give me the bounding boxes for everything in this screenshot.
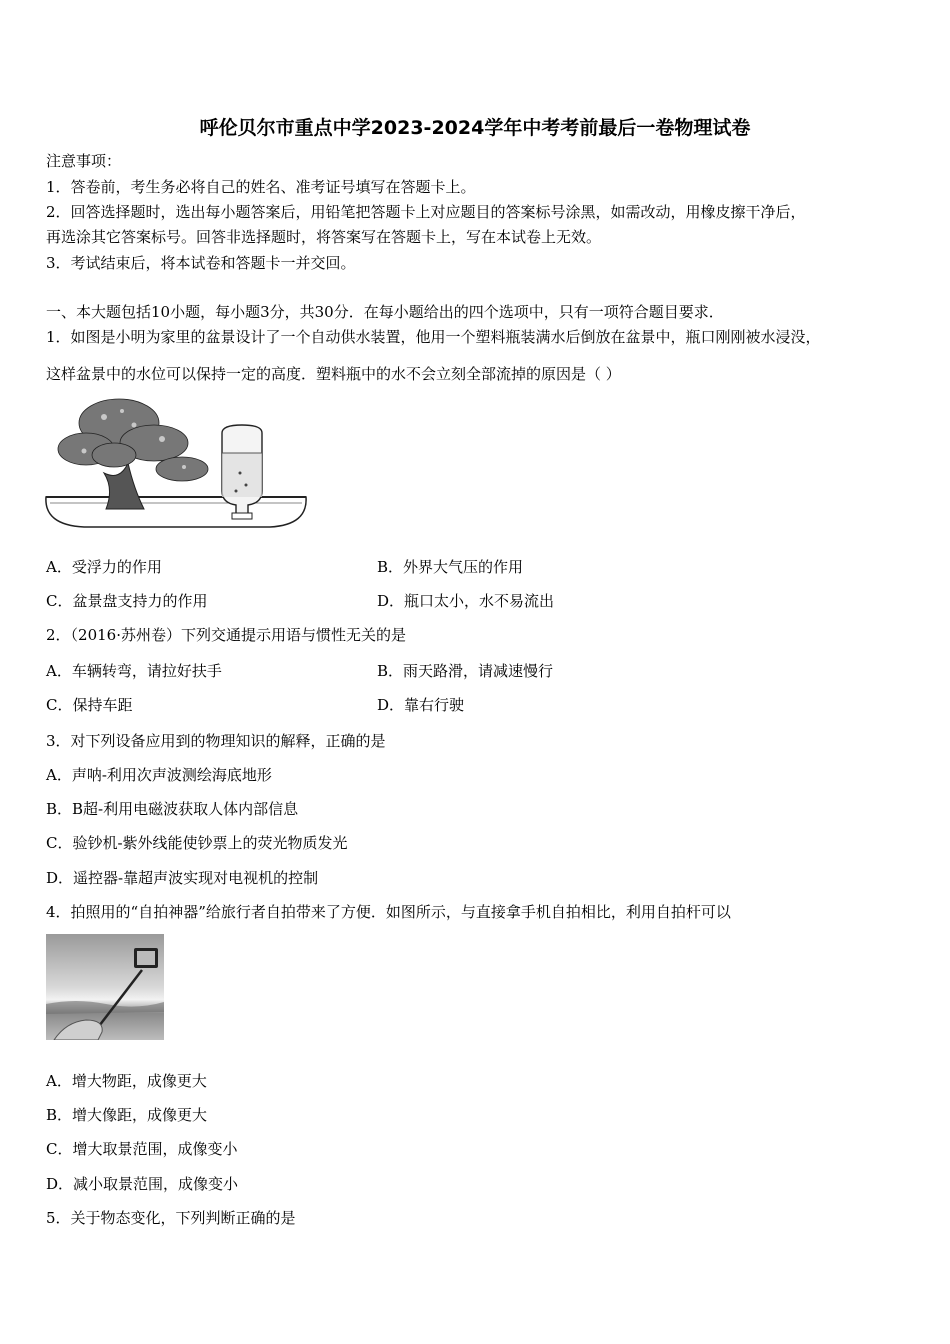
question-1-stem: 这样盆景中的水位可以保持一定的高度．塑料瓶中的水不会立刻全部流掉的原因是（ ） — [46, 365, 621, 383]
bonsai-water-bottle-figure — [44, 393, 310, 533]
q2-option-a: A．车辆转弯，请拉好扶手 — [46, 662, 222, 680]
notice-item: 3．考试结束后，将本试卷和答题卡一并交回。 — [46, 254, 356, 272]
question-5-stem: 5．关于物态变化，下列判断正确的是 — [46, 1209, 296, 1227]
q1-option-b: B．外界大气压的作用 — [377, 558, 524, 576]
question-2-stem: 2．（2016·苏州卷）下列交通提示用语与惯性无关的是 — [46, 626, 406, 644]
notice-item: 2．回答选择题时，选出每小题答案后，用铅笔把答题卡上对应题目的答案标号涂黑，如需改动，用橡皮擦干净后， — [46, 203, 806, 221]
q4-option-a: A．增大物距，成像更大 — [46, 1072, 207, 1090]
notice-item: 1．答卷前，考生务必将自己的姓名、准考证号填写在答题卡上。 — [46, 178, 476, 196]
q2-option-c: C．保持车距 — [46, 696, 133, 714]
q3-option-c: C．验钞机-紫外线能使钞票上的荧光物质发光 — [46, 834, 348, 852]
notice-heading: 注意事项： — [46, 152, 122, 170]
notice-item: 再选涂其它答案标号。回答非选择题时，将答案写在答题卡上，写在本试卷上无效。 — [46, 228, 602, 246]
q4-option-b: B．增大像距，成像更大 — [46, 1106, 208, 1124]
question-3-stem: 3．对下列设备应用到的物理知识的解释，正确的是 — [46, 732, 386, 750]
q1-option-c: C．盆景盘支持力的作用 — [46, 592, 208, 610]
q3-option-a: A．声呐-利用次声波测绘海底地形 — [46, 766, 272, 784]
q3-option-d: D．遥控器-靠超声波实现对电视机的控制 — [46, 869, 319, 887]
q2-option-b: B．雨天路滑，请减速慢行 — [377, 662, 554, 680]
question-1-stem: 1．如图是小明为家里的盆景设计了一个自动供水装置，他用一个塑料瓶装满水后倒放在盆景中，瓶口刚刚被水浸没， — [46, 328, 821, 346]
q2-option-d: D．靠右行驶 — [377, 696, 465, 714]
section-heading: 一、本大题包括10小题，每小题3分，共30分．在每小题给出的四个选项中，只有一项符合题目要求． — [46, 303, 724, 321]
selfie-stick-photo — [46, 934, 164, 1040]
q3-option-b: B．B超-利用电磁波获取人体内部信息 — [46, 800, 299, 818]
q4-option-c: C．增大取景范围，成像变小 — [46, 1140, 238, 1158]
q1-option-a: A．受浮力的作用 — [46, 558, 162, 576]
page-title: 呼伦贝尔市重点中学2023-2024学年中考考前最后一卷物理试卷 — [199, 117, 751, 139]
q1-option-d: D．瓶口太小，水不易流出 — [377, 592, 555, 610]
q4-option-d: D．减小取景范围，成像变小 — [46, 1175, 239, 1193]
question-4-stem: 4．拍照用的“自拍神器”给旅行者自拍带来了方便．如图所示，与直接拿手机自拍相比，利用自拍杆可以 — [46, 903, 731, 921]
